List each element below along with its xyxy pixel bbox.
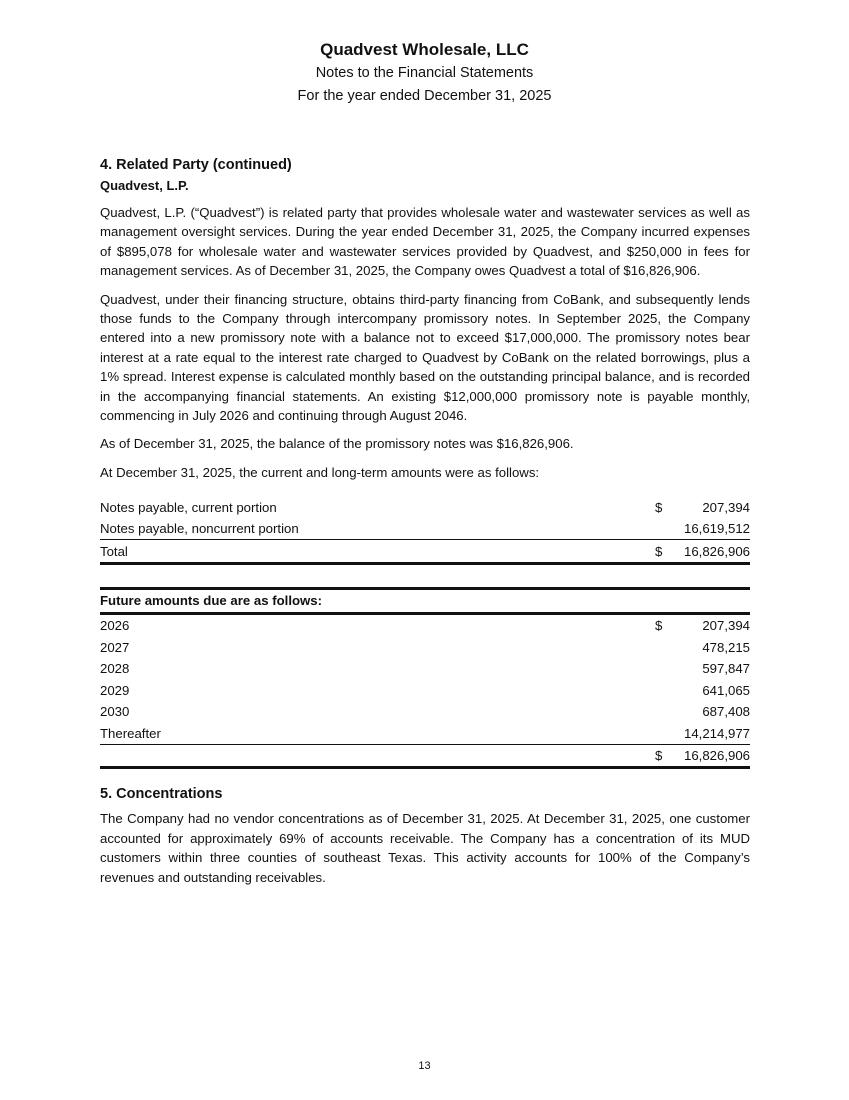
paragraph: At December 31, 2025, the current and long-term amounts were as follows: [100, 464, 540, 480]
row-label: Notes payable, noncurrent portion [100, 521, 299, 537]
section-5-title: 5. Concentrations [100, 786, 223, 803]
currency-sign: $ [655, 748, 663, 764]
page-header [0, 38, 849, 108]
future-amounts-table [100, 587, 750, 770]
section-4-title: 4. Related Party (continued) [100, 157, 292, 173]
table-row [100, 615, 750, 637]
row-label: 2029 [100, 682, 130, 698]
table-row [100, 679, 750, 701]
table-row [100, 658, 750, 680]
table-row [100, 636, 750, 658]
row-amount: 597,847 [702, 661, 750, 677]
document-subtitle: Notes to the Financial Statements [315, 65, 534, 81]
page-body [100, 154, 750, 896]
total-label: Total [100, 543, 128, 559]
total-row [100, 540, 750, 562]
paragraph: Quadvest, L.P. (“Quadvest”) is related party that provides wholesale water and wastewater services as well as management oversight services. During the year ended December 31, 2025, the Company incurred expenses of $895,078 for wholesale water and wastewater services provided by Quadvest, and $250,000 in fees for management services. As of December 31, 2025, the Company owes Quadvest a total of $16,826,906. [100, 205, 750, 279]
row-amount: 16,619,512 [683, 521, 750, 537]
row-amount: 687,408 [702, 704, 750, 720]
notes-payable-table [100, 496, 750, 565]
paragraph: Quadvest, under their financing structure, obtains third-party financing from CoBank, and subsequently lends those funds to the Company through intercompany promissory notes. In September 2025, the Company entered into a new promissory note with a balance not to exceed $17,000,000. The promissory notes bear interest at a rate equal to the interest rate charged to Quadvest by CoBank on the related borrowings, plus a 1% spread. Interest expense is calculated monthly based on the outstanding principal balance, and is recorded in the accompanying financial statements. An existing $12,000,000 promissory note is payable monthly, commencing in July 2026 and continuing through August 2046. [100, 291, 750, 424]
row-label: Thereafter [100, 725, 161, 741]
row-amount: 207,394 [702, 499, 750, 515]
paragraph: The Company had no vendor concentrations as of December 31, 2025. At December 31, 2025, one customer accounted for approximately 69% of accounts receivable. The Company has a concentration of its MUD customers within three counties of southeast Texas. This activity accounts for 100% of the Company’s revenues and outstanding receivables. [100, 811, 750, 885]
table-row [100, 722, 750, 744]
row-amount: 207,394 [702, 618, 750, 634]
currency-sign: $ [655, 543, 663, 559]
currency-sign: $ [655, 499, 663, 515]
total-amount: 16,826,906 [683, 543, 750, 559]
page-number: 13 [418, 1060, 431, 1072]
row-label: Notes payable, current portion [100, 499, 277, 515]
future-amounts-heading: Future amounts due are as follows: [100, 593, 323, 609]
table-row [100, 496, 750, 518]
row-amount: 14,214,977 [683, 725, 750, 741]
row-label: 2026 [100, 618, 130, 634]
row-amount: 641,065 [702, 682, 750, 698]
total-amount: 16,826,906 [683, 748, 750, 764]
paragraph: As of December 31, 2025, the balance of the promissory notes was $16,826,906. [100, 436, 574, 452]
row-amount: 478,215 [702, 639, 750, 655]
company-name: Quadvest Wholesale, LLC [320, 40, 529, 59]
row-label: 2028 [100, 661, 130, 677]
currency-sign: $ [655, 618, 663, 634]
row-label: 2030 [100, 704, 130, 720]
table-row [100, 518, 750, 540]
row-label: 2027 [100, 639, 130, 655]
total-row [100, 745, 750, 767]
table-row [100, 701, 750, 723]
section-4-subtitle: Quadvest, L.P. [100, 178, 189, 193]
reporting-period: For the year ended December 31, 2025 [297, 88, 552, 104]
